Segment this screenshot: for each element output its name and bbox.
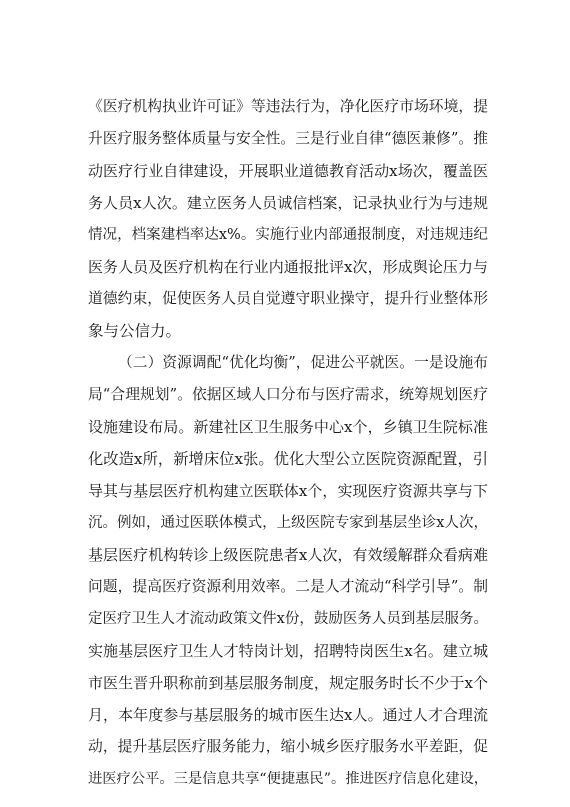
paragraph-2-line-5: 导其与基层医疗机构建立医联体x个，实现医疗资源共享与下 xyxy=(88,482,488,500)
paragraph-2-line-7: 基层医疗机构转诊上级医院患者x人次，有效缓解群众看病难 xyxy=(88,546,488,564)
paragraph-2-line-6: 沉。例如，通过医联体模式，上级医院专家到基层坐诊x人次， xyxy=(88,515,488,531)
paragraph-2-line-13: 动，提升基层医疗服务能力，缩小城乡医疗服务水平差距，促 xyxy=(88,738,488,755)
paragraph-2-line-9: 定医疗卫生人才流动政策文件x份，鼓励医务人员到基层服务。 xyxy=(88,611,488,627)
paragraph-2-line-10: 实施基层医疗卫生人才特岗计划，招聘特岗医生x名。建立城 xyxy=(88,642,488,660)
paragraph-1-line-4: 务人员x人次。建立医务人员诚信档案，记录执业行为与违规 xyxy=(88,194,488,212)
paragraph-1-line-2: 升医疗服务整体质量与安全性。三是行业自律“德医兼修”。推 xyxy=(88,130,488,147)
paragraph-1-line-6: 医务人员及医疗机构在行业内通报批评x次，形成舆论压力与 xyxy=(88,258,488,276)
paragraph-2-line-12: 月，本年度参与基层服务的城市医生达x人。通过人才合理流 xyxy=(88,706,488,724)
paragraph-1-line-7: 道德约束，促使医务人员自觉遵守职业操守，提升行业整体形 xyxy=(88,290,488,307)
paragraph-1-line-1: 《医疗机构执业许可证》等违法行为，净化医疗市场环境，提 xyxy=(88,98,488,115)
paragraph-2-line-14: 进医疗公平。三是信息共享“便捷惠民”。推进医疗信息化建设， xyxy=(88,771,488,787)
paragraph-1-line-8: 象与公信力。 xyxy=(88,322,182,340)
paragraph-1-line-3: 动医疗行业自律建设，开展职业道德教育活动x场次，覆盖医 xyxy=(88,162,488,180)
paragraph-2-line-11: 市医生晋升职称前到基层服务制度，规定服务时长不少于x个 xyxy=(88,674,488,692)
paragraph-1-line-5: 情况，档案建档率达x%。实施行业内部通报制度，对违规违纪 xyxy=(88,227,488,243)
paragraph-2-line-2: 局“合理规划”。依据区域人口分布与医疗需求，统筹规划医疗 xyxy=(88,386,488,403)
paragraph-2-line-8: 问题，提高医疗资源利用效率。二是人才流动“科学引导”。制 xyxy=(88,578,488,595)
paragraph-2-line-4: 化改造x所，新增床位x张。优化大型公立医院资源配置，引 xyxy=(88,450,488,468)
paragraph-2-line-1: （二）资源调配“优化均衡”，促进公平就医。一是设施布 xyxy=(118,354,488,371)
paragraph-2-line-3: 设施建设布局。新建社区卫生服务中心x个，乡镇卫生院标准 xyxy=(88,418,488,436)
